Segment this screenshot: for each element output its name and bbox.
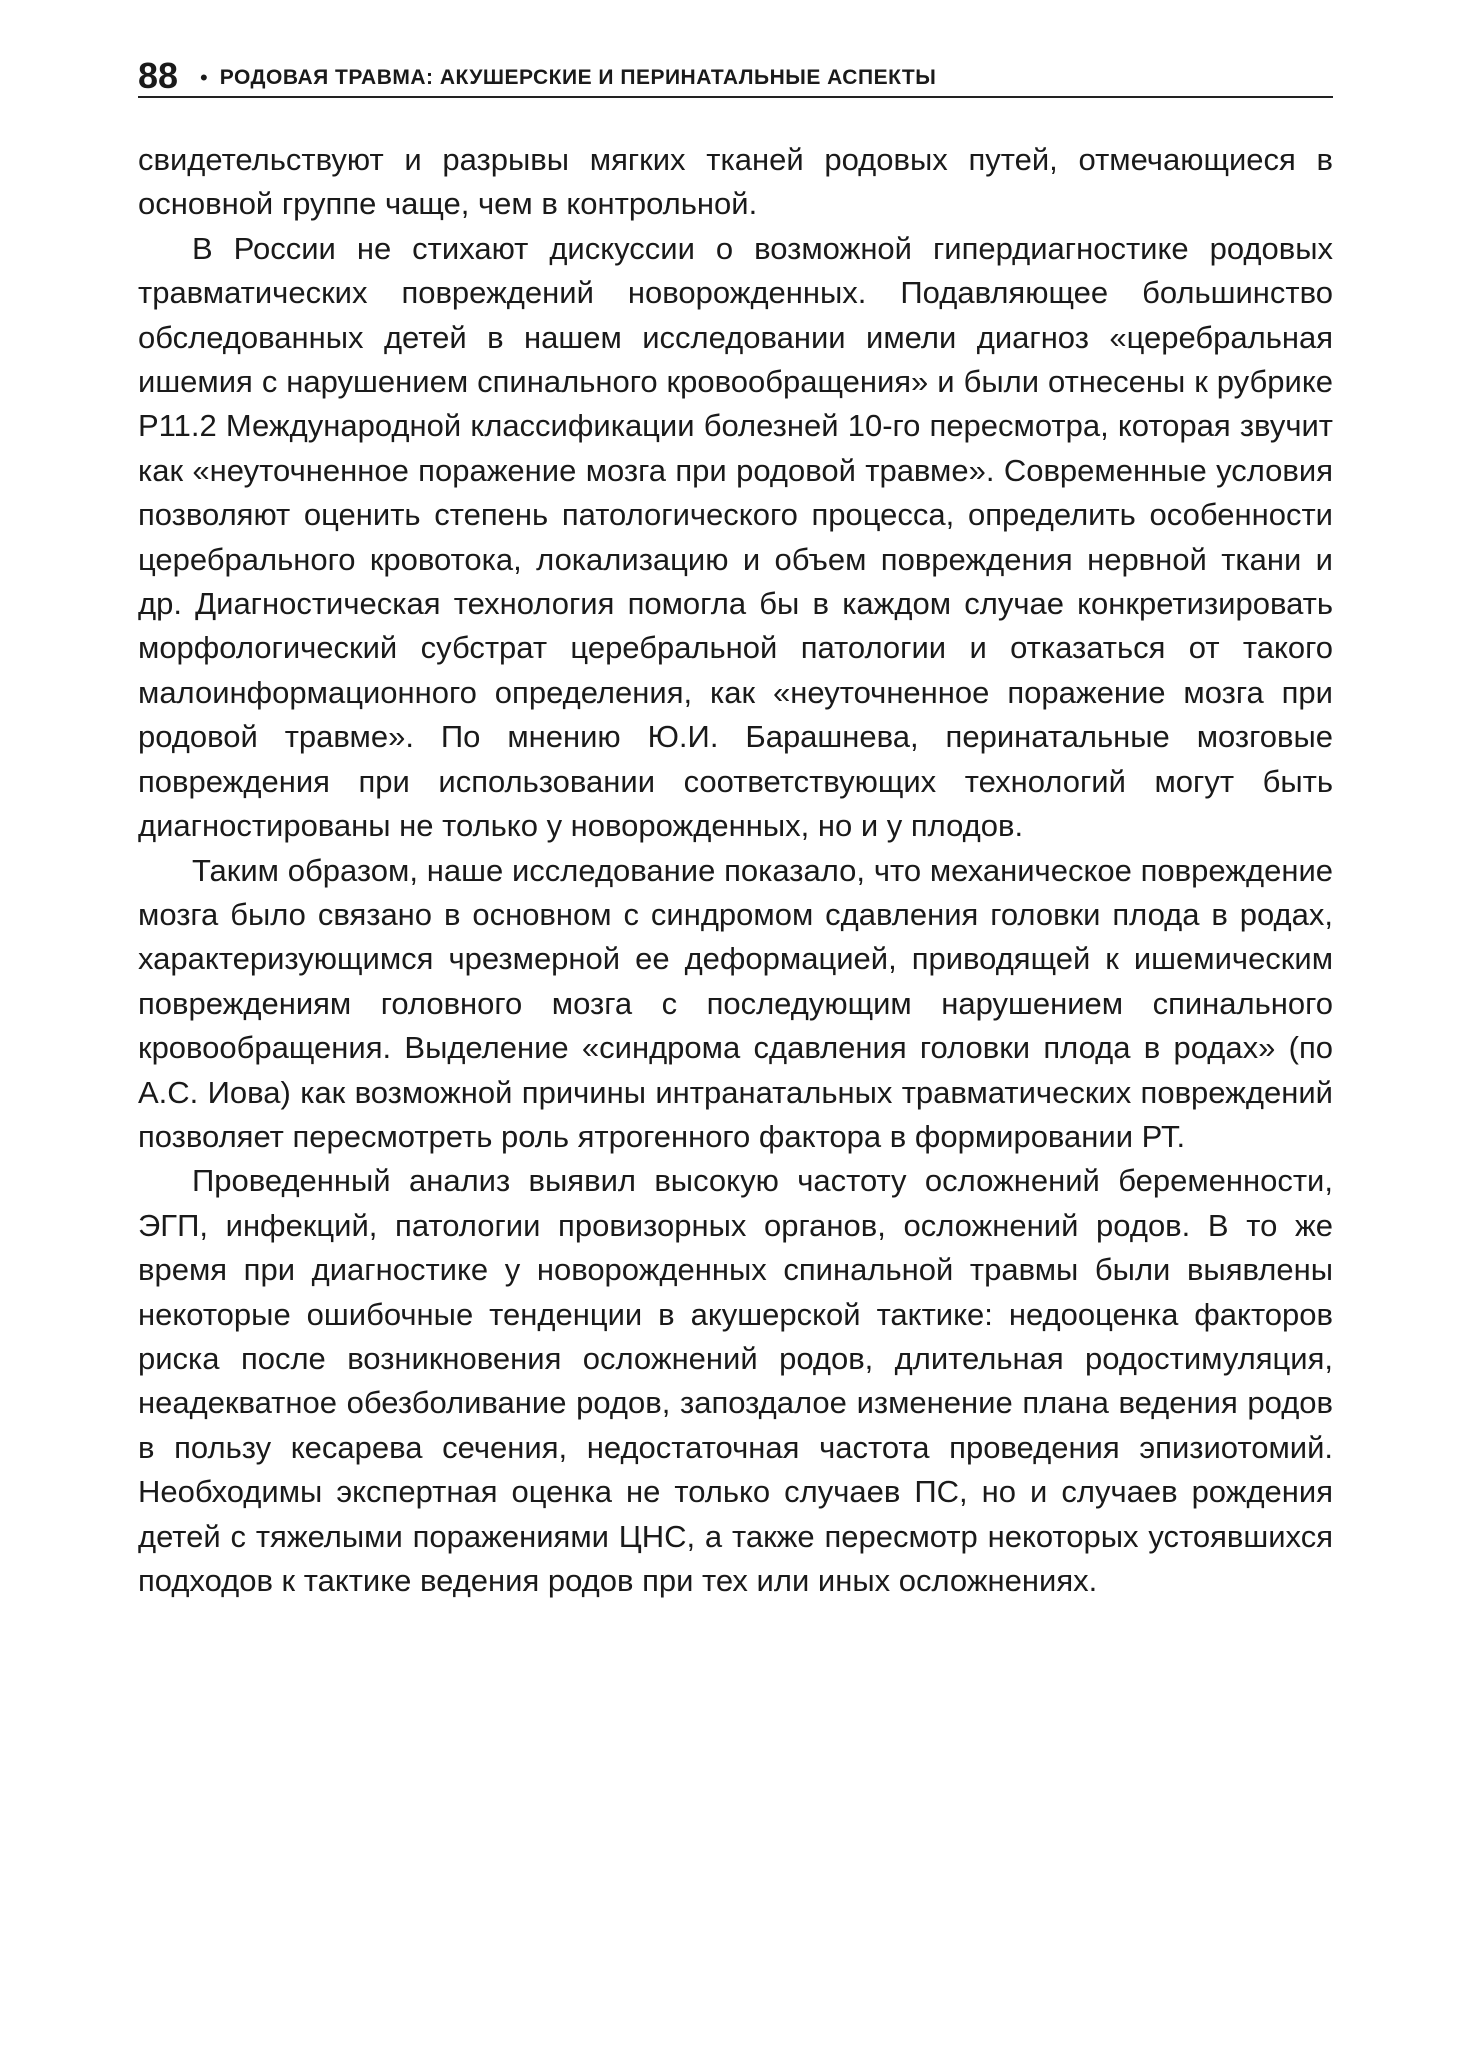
paragraph-continuation: свидетельствуют и разрывы мягких тканей родовых путей, отмечающиеся в основной группе чаще, чем в контрольной. — [138, 142, 1333, 222]
running-header-title: РОДОВАЯ ТРАВМА: АКУШЕРСКИЕ И ПЕРИНАТАЛЬНЫЕ АСПЕКТЫ — [219, 66, 937, 89]
paragraph: Проведенный анализ выявил высокую частоту осложнений беременности, ЭГП, инфекций, патологии провизорных органов, осложнений родов. В то же время при диагностике у новорожденных спинальной травмы были выявлены некоторые ошибочные тенденции в акушерской тактике: недооценка факторов риска после возникновения осложнений родов, длительная родостимуляция, неадекватное обезболивание родов, запоздалое изменение плана ведения родов в пользу кесарева сечения, недостаточная частота проведения эпизиотомий. Необходимы экспертная оценка не только случаев ПС, но и случаев рождения детей с тяжелыми поражениями ЦНС, а также пересмотр некоторых устоявшихся подходов к тактике ведения родов при тех или иных осложнениях. — [138, 1163, 1333, 1598]
running-header — [138, 50, 1333, 98]
paragraph: Таким образом, наше исследование показало, что механическое повреждение мозга было связано в основном с синдромом сдавления головки плода в родах, характеризующимся чрезмерной ее деформацией, приводящей к ишемическим повреждениям головного мозга с последующим нарушением спинального кровообращения. Выделение «синдрома сдавления головки плода в родах» (по А.С. Иова) как возможной причины интранатальных травматических повреждений позволяет пересмотреть роль ятрогенного фактора в формировании РТ. — [138, 852, 1333, 1154]
header-bullet: • — [200, 65, 208, 90]
paragraph: В России не стихают дискуссии о возможной гипердиагностике родовых травматических повреждений новорожденных. Подавляющее большинство обследованных детей в нашем исследовании имели диагноз «церебральная ишемия с нарушением спинального кровообращения» и были отнесены к рубрике Р11.2 Международной классификации болезней 10-го пересмотра, которая звучит как «неуточненное поражение мозга при родовой травме». Современные условия позволяют оценить степень патологического процесса, определить особенности церебрального кровотока, локализацию и объем повреждения нервной ткани и др. Диагностическая технология помогла бы в каждом случае конкретизировать морфологический субстрат церебральной патологии и отказаться от такого малоинформационного определения, как «неуточненное поражение мозга при родовой травме». По мнению Ю.И. Барашнева, перинатальные мозговые повреждения при использовании соответствующих технологий могут быть диагностированы не только у новорожденных, но и у плодов. — [138, 230, 1333, 844]
body-text — [138, 138, 1333, 1603]
page-number: 88 — [138, 55, 179, 96]
